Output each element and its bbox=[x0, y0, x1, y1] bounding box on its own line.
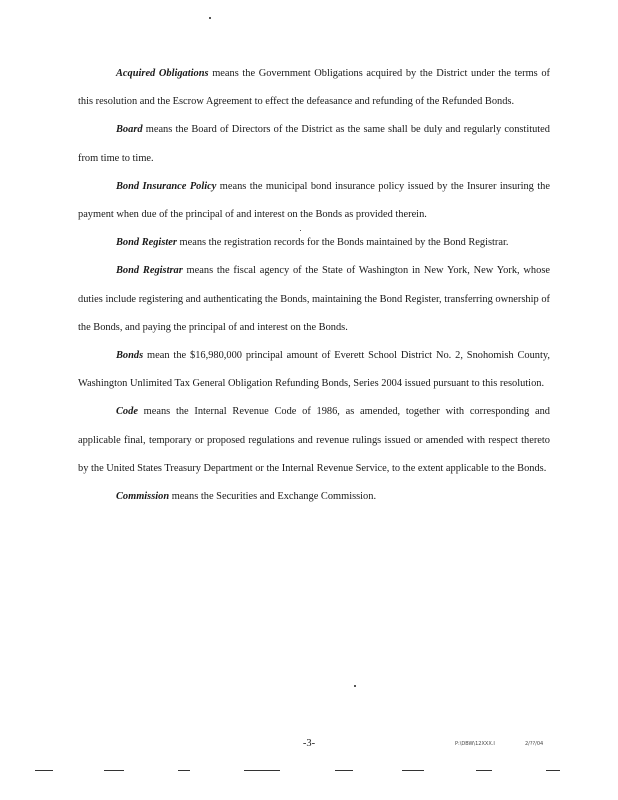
definition-text: means the fiscal agency of the State of Washington in New York, New York, whose duties include registering and authenticating the Bonds, maintaining the Bond Register, transferring ownership of the Bonds, and paying the principal of and interest on the Bonds. bbox=[78, 265, 550, 333]
definition-term: Bond Register bbox=[116, 237, 177, 249]
definition-text: means the Government Obligations acquired by the District under the terms of this resolution and the Escrow Agreement to effect the defeasance and refunding of the Refunded Bonds. bbox=[78, 68, 551, 108]
definition-term: Bonds bbox=[116, 350, 144, 362]
definition-text: means the municipal bond insurance policy issued by the Insurer insuring the payment when due of the principal of and interest on the Bonds as provided therein. bbox=[78, 180, 550, 221]
scan-edge-mark bbox=[104, 770, 124, 771]
definition-term: Bond Insurance Policy bbox=[116, 180, 217, 192]
definition-term: Acquired Obligations bbox=[116, 68, 209, 79]
document-code: P:\DBW\12XXX.I bbox=[455, 741, 495, 747]
definition-board bbox=[78, 116, 550, 172]
definition-text: means the registration records for the Bonds maintained by the Bond Registrar. bbox=[176, 237, 509, 249]
scan-edge-mark bbox=[402, 770, 424, 771]
page-number: -3- bbox=[302, 738, 316, 749]
definition-code bbox=[78, 398, 550, 483]
definition-bond-insurance-policy bbox=[78, 173, 550, 229]
scan-speck bbox=[209, 17, 211, 19]
definition-text: means the Securities and Exchange Commission. bbox=[169, 491, 377, 503]
scan-edge-mark bbox=[35, 770, 53, 771]
scan-speck bbox=[354, 685, 356, 687]
definitions-list bbox=[78, 60, 550, 511]
definition-bond-register bbox=[78, 229, 550, 257]
definition-text: means the Board of Directors of the District as the same shall be duly and regularly constituted from time to time. bbox=[78, 124, 550, 164]
scan-edge-mark bbox=[546, 770, 560, 771]
definition-commission bbox=[78, 483, 550, 511]
definition-term: Code bbox=[116, 406, 138, 418]
definition-text: mean the $16,980,000 principal amount of Everett School District No. 2, Snohomish County, Washington Unlimited Tax General Obligation Refunding Bonds, Series 2004 issued pursuant to this resolution. bbox=[78, 350, 550, 390]
scan-edge-mark bbox=[335, 770, 353, 771]
scan-edge-mark bbox=[476, 770, 492, 771]
definition-term: Board bbox=[116, 124, 143, 136]
definition-bonds bbox=[78, 342, 550, 398]
definition-acquired-obligations bbox=[78, 60, 550, 116]
document-date: 2/??/04 bbox=[525, 741, 544, 747]
scan-edge-mark bbox=[244, 770, 280, 771]
scan-edge-mark bbox=[178, 770, 190, 771]
definition-text: means the Internal Revenue Code of 1986, as amended, together with corresponding and applicable final, temporary or proposed regulations and revenue rulings issued or amended with respect thereto by the United States Treasury Department or the Internal Revenue Service, to the extent applicable to the Bonds. bbox=[78, 406, 550, 474]
definition-term: Commission bbox=[116, 491, 170, 503]
definition-bond-registrar bbox=[78, 257, 550, 342]
definition-term: Bond Registrar bbox=[116, 265, 183, 277]
